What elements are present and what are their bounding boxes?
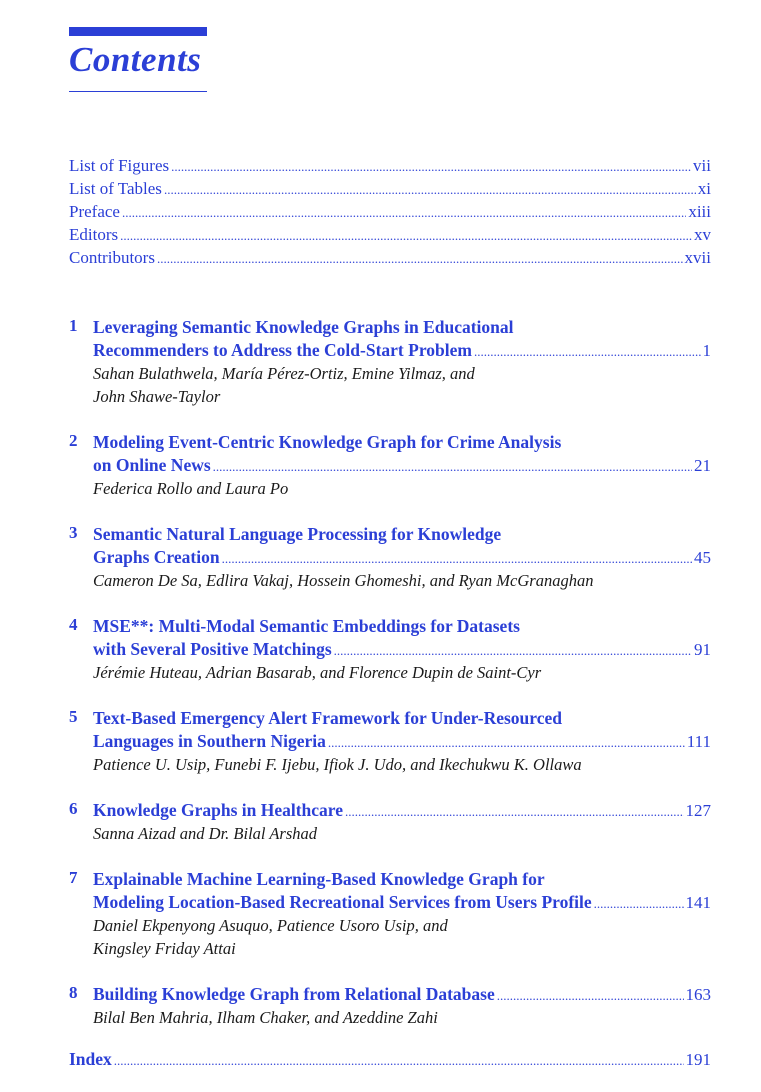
chapter-page: 127: [685, 801, 711, 820]
chapter-title-line: Modeling Location-Based Recreational Services from Users Profile: [93, 892, 592, 912]
dot-leader: [222, 547, 692, 570]
dot-leader: [213, 455, 692, 478]
dot-leader: [334, 639, 692, 662]
chapter-entry-3[interactable]: [69, 523, 711, 592]
toc-entry-page: xi: [697, 179, 711, 198]
toc-entry-editors[interactable]: [69, 225, 711, 248]
dot-leader: [345, 800, 683, 823]
toc-entry-label: List of Figures: [69, 156, 170, 175]
dot-leader: [157, 251, 683, 267]
chapter-title-line: Knowledge Graphs in Healthcare: [93, 800, 344, 820]
chapter-title-line: on Online News: [93, 455, 211, 475]
toc-entry-preface[interactable]: [69, 202, 711, 225]
chapter-entry-5[interactable]: [69, 707, 711, 776]
dot-leader: [328, 731, 685, 754]
chapter-title-line: Languages in Southern Nigeria: [93, 731, 326, 751]
toc-entry-index[interactable]: [69, 1049, 711, 1070]
dot-leader: [171, 159, 691, 175]
chapter-page: 111: [686, 732, 711, 751]
chapter-title-line: Recommenders to Address the Cold-Start Problem: [93, 340, 472, 360]
chapter-entry-1[interactable]: [69, 316, 711, 408]
chapter-number: 6: [69, 799, 78, 818]
chapter-title-last-line: [93, 339, 711, 362]
dot-leader: [120, 228, 692, 244]
chapter-title-line: Modeling Event-Centric Knowledge Graph for Crime Analysis: [93, 432, 562, 452]
chapter-title-last-line: [93, 799, 711, 822]
chapter-page: 1: [702, 341, 711, 360]
dot-leader: [164, 182, 696, 198]
toc-entry-list-of-figures[interactable]: [69, 156, 711, 179]
chapter-page: 91: [694, 640, 711, 659]
chapter-authors: Sanna Aizad and Dr. Bilal Arshad: [93, 824, 317, 843]
chapter-title-last-line: [93, 546, 711, 569]
chapter-entry-4[interactable]: [69, 615, 711, 684]
toc-entry-label: Index: [69, 1049, 112, 1069]
chapter-number: 2: [69, 431, 78, 450]
chapter-page: 45: [694, 548, 711, 567]
chapter-entry-2[interactable]: [69, 431, 711, 500]
chapter-title-line: Graphs Creation: [93, 547, 220, 567]
chapter-title-line: with Several Positive Matchings: [93, 639, 332, 659]
dot-leader: [114, 1053, 684, 1069]
dot-leader: [497, 984, 684, 1007]
toc-entry-page: vii: [693, 156, 711, 175]
chapter-number: 7: [69, 868, 78, 887]
chapter-authors: Bilal Ben Mahria, Ilham Chaker, and Azeddine Zahi: [93, 1008, 438, 1027]
chapter-authors: Jérémie Huteau, Adrian Basarab, and Florence Dupin de Saint-Cyr: [93, 663, 542, 682]
dot-leader: [122, 205, 686, 221]
toc-entry-label: Contributors: [69, 248, 155, 267]
toc-entry-page: xiii: [688, 202, 711, 221]
chapter-authors: John Shawe-Taylor: [93, 387, 221, 406]
chapter-page: 141: [685, 893, 711, 912]
chapter-authors: Patience U. Usip, Funebi F. Ijebu, Ifiok J. Udo, and Ikechukwu K. Ollawa: [93, 755, 582, 774]
chapter-title-last-line: [93, 730, 711, 753]
toc-entry-page: xvii: [684, 248, 711, 267]
chapter-number: 1: [69, 316, 78, 335]
chapter-page: 163: [685, 985, 711, 1004]
chapter-title-line: Building Knowledge Graph from Relational Database: [93, 984, 495, 1004]
toc-entry-label: Preface: [69, 202, 120, 221]
title-accent-bar: [69, 27, 207, 36]
title-underline: [69, 91, 207, 92]
chapter-authors: Cameron De Sa, Edlira Vakaj, Hossein Ghomeshi, and Ryan McGranaghan: [93, 571, 594, 590]
chapter-entry-7[interactable]: [69, 868, 711, 960]
chapter-number: 4: [69, 615, 78, 634]
toc-entry-label: List of Tables: [69, 179, 162, 198]
dot-leader: [594, 892, 684, 915]
chapter-title-line: Semantic Natural Language Processing for Knowledge: [93, 524, 502, 544]
toc-entry-label: Editors: [69, 225, 119, 244]
chapter-page: 21: [694, 456, 711, 475]
chapter-number: 5: [69, 707, 78, 726]
toc-entry-page: 191: [685, 1050, 711, 1069]
chapter-title-line: MSE**: Multi-Modal Semantic Embeddings for Datasets: [93, 616, 520, 636]
chapter-entry-6[interactable]: [69, 799, 711, 845]
toc-entry-list-of-tables[interactable]: [69, 179, 711, 202]
chapter-title-line: Explainable Machine Learning-Based Knowledge Graph for: [93, 869, 545, 889]
chapter-number: 8: [69, 983, 78, 1002]
toc-entry-contributors[interactable]: [69, 248, 711, 271]
dot-leader: [474, 340, 701, 363]
toc-entry-page: xv: [694, 225, 711, 244]
page-title: Contents: [69, 40, 202, 79]
chapter-authors: Sahan Bulathwela, María Pérez-Ortiz, Emine Yilmaz, and: [93, 364, 475, 383]
chapter-list: [69, 316, 711, 1052]
chapter-title-last-line: [93, 638, 711, 661]
chapter-title-line: Leveraging Semantic Knowledge Graphs in Educational: [93, 317, 514, 337]
chapter-title-last-line: [93, 454, 711, 477]
chapter-title-last-line: [93, 983, 711, 1006]
chapter-authors: Daniel Ekpenyong Asuquo, Patience Usoro Usip, and: [93, 916, 448, 935]
front-matter-list: [69, 156, 711, 271]
chapter-number: 3: [69, 523, 78, 542]
chapter-entry-8[interactable]: [69, 983, 711, 1029]
chapter-authors: Federica Rollo and Laura Po: [93, 479, 289, 498]
chapter-title-last-line: [93, 891, 711, 914]
chapter-title-line: Text-Based Emergency Alert Framework for Under-Resourced: [93, 708, 562, 728]
chapter-authors: Kingsley Friday Attai: [93, 939, 236, 958]
